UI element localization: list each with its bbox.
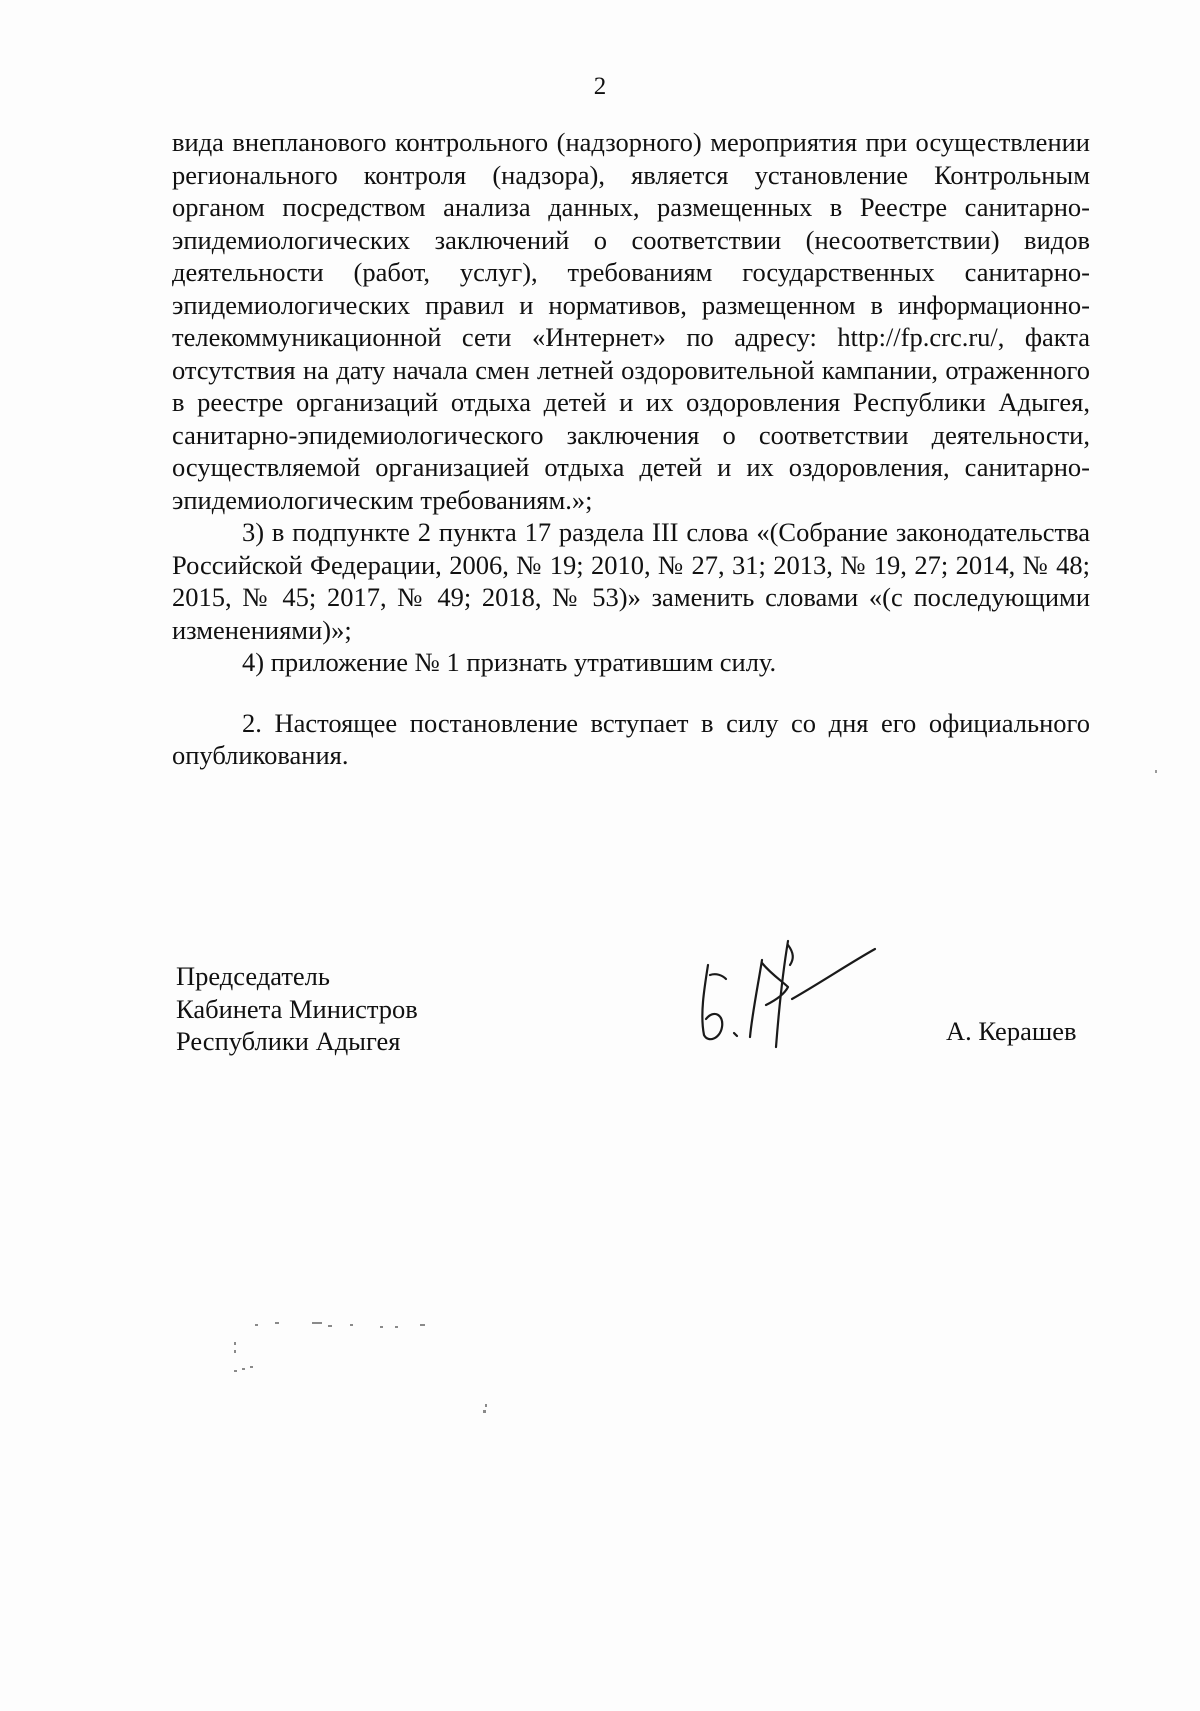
scan-noise	[220, 1320, 540, 1420]
page-number: 2	[593, 73, 607, 100]
paragraph-item-4: 4) приложение № 1 признать утратившим силу.	[242, 647, 777, 677]
signatory-title-line: Председатель	[176, 961, 330, 991]
paragraph-clause-2: 2. Настоящее постановление вступает в силу со дня его официального опубликования.	[172, 707, 1090, 770]
paragraph-continuation: вида внепланового контрольного (надзорного) мероприятия при осуществлении регионального контроля (надзора), является установление Контрольным органом посредством анализа данных, размещенных в Реестре санитарно-эпидемиологических заключений о соответствии (несоответствии) видов деятельности (работ, услуг), требованиям государственных санитарно-эпидемиологических правил и нормативов, размещенном в информационно-телекоммуникационной сети «Интернет» по адресу: http://fp.crc.ru/, факта отсутствия на дату начала смен летней оздоровительной кампании, отраженного в реестре организаций отдыха детей и их оздоровления Республики Адыгея, санитарно-эпидемиологического заключения о соответствии деятельности, осуществляемой организацией отдыха детей и их оздоровления, санитарно-эпидемиологическим требованиям.»;	[172, 127, 1090, 515]
signatory-title	[176, 960, 418, 1058]
paragraph-item-3: 3) в подпункте 2 пункта 17 раздела III слова «(Собрание законодательства Российской Федерации, 2006, № 19; 2010, № 27, 31; 2013, № 19, 27; 2014, № 48; 2015, № 45; 2017, № 49; 2018, № 53)» заменить словами «(с последующими изменениями)»;	[172, 517, 1090, 645]
scan-edge-mark	[1155, 770, 1157, 773]
signatory-name: А. Керашев	[946, 1016, 1077, 1046]
signatory-title-line: Республики Адыгея	[176, 1026, 401, 1056]
document-body	[172, 126, 1090, 772]
signatory-title-line: Кабинета Министров	[176, 993, 418, 1024]
handwritten-signature	[690, 935, 880, 1050]
